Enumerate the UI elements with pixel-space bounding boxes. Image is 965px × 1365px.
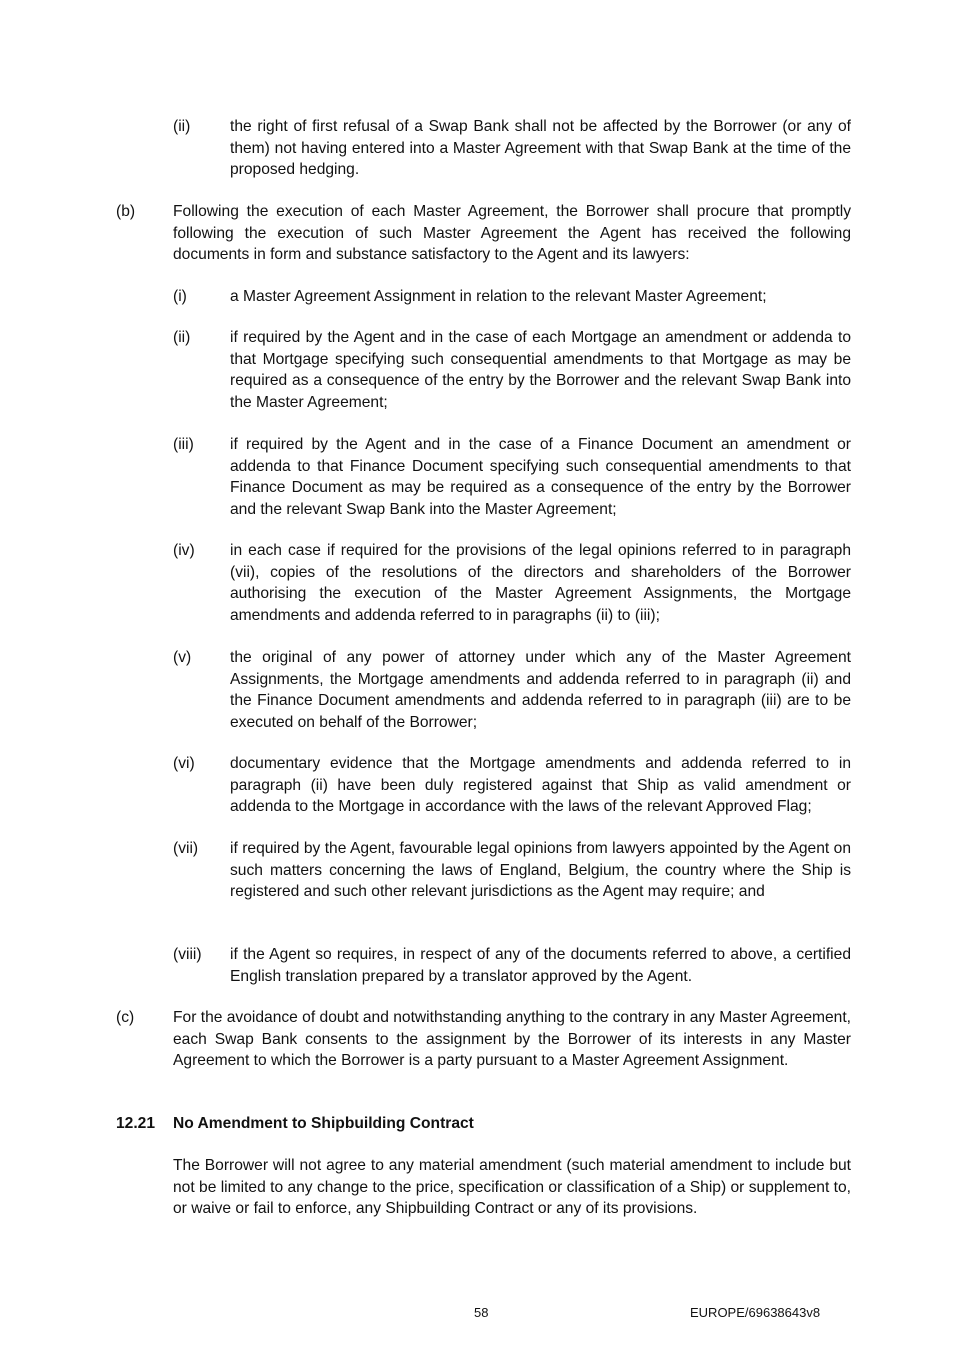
sub-item-text: the right of first refusal of a Swap Bank shall not be affected by the Borrower (or any of them) not having entered into a Master Agreement with that Swap Bank at the time of the proposed hedging. (230, 118, 851, 179)
sub-item-text: if required by the Agent, favourable legal opinions from lawyers appointed by the Agent on such matters concerning the laws of England, Belgium, the country where the Ship is registered and such other relevant jurisdictions as the Agent may require; and (230, 840, 851, 901)
sub-item-label: (vii) (173, 840, 199, 857)
page-number: 58 (474, 1305, 489, 1320)
clause-title: No Amendment to Shipbuilding Contract (173, 1115, 474, 1132)
sub-item-text: if required by the Agent and in the case of each Mortgage an amendment or addenda to that Mortgage specifying such consequential amendments to that Mortgage as may be required as a consequence of the entry by the Borrower and the relevant Swap Bank into the Master Agreement; (230, 329, 851, 411)
sub-item-label: (viii) (173, 946, 202, 963)
sub-item-text: a Master Agreement Assignment in relation to the relevant Master Agreement; (230, 288, 767, 305)
sub-item-label: (iii) (173, 436, 194, 453)
sub-item-text: documentary evidence that the Mortgage amendments and addenda referred to in paragraph (ii) have been duly registered against that Ship as valid amendment or addenda to the Mortgage in accordance with the laws of the relevant Approved Flag; (230, 755, 851, 816)
sub-item-text: if the Agent so requires, in respect of any of the documents referred to above, a certified English translation prepared by a translator approved by the Agent. (230, 946, 851, 985)
sub-item-label: (i) (173, 288, 187, 305)
clause-number: 12.21 (116, 1115, 156, 1132)
paragraph-text: For the avoidance of doubt and notwithstanding anything to the contrary in any Master Agreement, each Swap Bank consents to the assignment by the Borrower of its interests in any Master Agreement to which the Borrower is a party pursuant to a Master Agreement Assignment. (173, 1009, 851, 1070)
paragraph-label: (b) (116, 203, 136, 220)
sub-item-label: (v) (173, 649, 192, 666)
sub-item-text: if required by the Agent and in the case of a Finance Document an amendment or addenda to that Finance Document specifying such consequential amendments to that Finance Document as may be required as a consequence of the entry by the Borrower and the relevant Swap Bank into the Master Agreement; (230, 436, 851, 518)
paragraph-text: Following the execution of each Master Agreement, the Borrower shall procure that promptly following the execution of such Master Agreement the Agent has received the following documents in form and substance satisfactory to the Agent and its lawyers: (173, 203, 851, 264)
sub-item-label: (vi) (173, 755, 195, 772)
document-reference: EUROPE/69638643v8 (690, 1305, 821, 1320)
paragraph-label: (c) (116, 1009, 135, 1026)
sub-item-label: (ii) (173, 118, 191, 135)
sub-item-text: the original of any power of attorney under which any of the Master Agreement Assignments, the Mortgage amendments and addenda referred to in paragraph (ii) and the Finance Document amendments and addenda referred to in paragraph (iii) are to be executed on behalf of the Borrower; (230, 649, 851, 731)
sub-item-label: (iv) (173, 542, 195, 559)
sub-item-text: in each case if required for the provisions of the legal opinions referred to in paragraph (vii), copies of the resolutions of the directors and shareholders of the Borrower authorising the execution of the Master Agreement Assignments, the Mortgage amendments and addenda referred to in paragraphs (ii) to (iii); (230, 542, 851, 624)
clause-body: The Borrower will not agree to any material amendment (such material amendment to include but not be limited to any change to the price, specification or classification of a Ship) or supplement to, or waive or fail to enforce, any Shipbuilding Contract or any of its provisions. (173, 1157, 851, 1218)
sub-item-label: (ii) (173, 329, 191, 346)
